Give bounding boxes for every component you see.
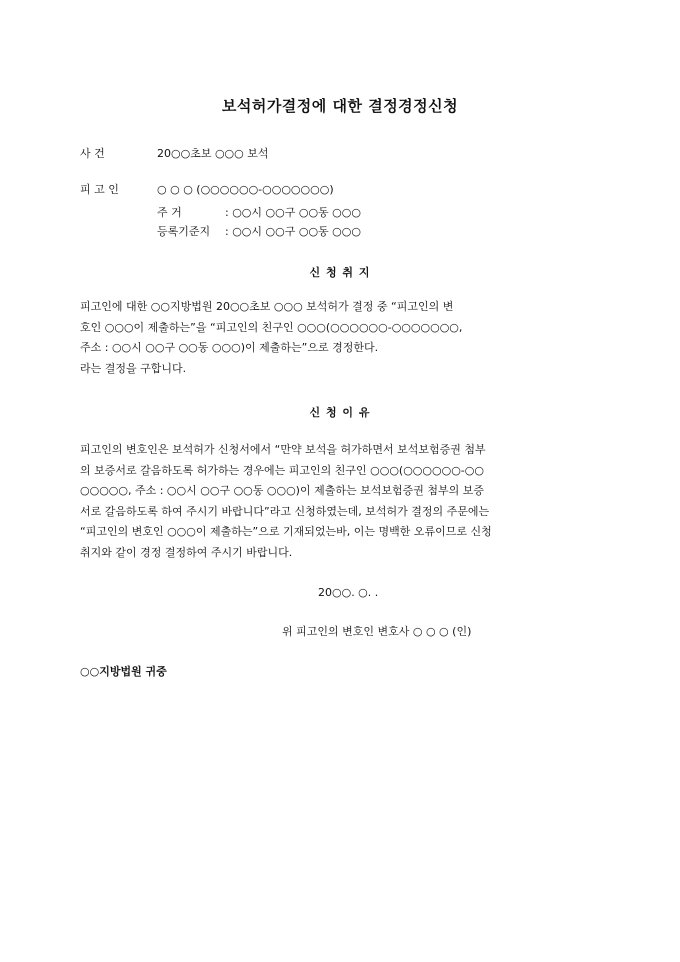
address-value: : ○○시 ○○구 ○○동 ○○○ [225, 206, 361, 219]
reason-line: 의 보증서로 갈음하도록 허가하는 경우에는 피고인의 친구인 ○○○(○○○○○○-○○ [80, 463, 484, 477]
reason-line: ○○○○○, 주소 : ○○시 ○○구 ○○동 ○○○)이 제출하는 보석보험증권 첨부의 보증 [80, 484, 484, 497]
address-label: 주 거 [157, 206, 182, 219]
registry-value: : ○○시 ○○구 ○○동 ○○○ [225, 225, 361, 238]
purpose-line: 라는 결정을 구합니다. [80, 361, 187, 375]
registry-label: 등록기준지 [157, 225, 211, 238]
defendant-name: ○ ○ ○ (○○○○○○-○○○○○○○) [157, 183, 334, 196]
signature-line: 위 피고인의 변호인 변호사 ○ ○ ○ (인) [282, 625, 472, 638]
court-addressee: ○○지방법원 귀중 [80, 665, 167, 678]
purpose-line: 피고인에 대한 ○○지방법원 20○○초보 ○○○ 보석허가 결정 중 “피고인의 변 [80, 300, 454, 313]
case-value: 20○○초보 ○○○ 보석 [157, 147, 269, 160]
purpose-line: 주소 : ○○시 ○○구 ○○동 ○○○)이 제출하는”으로 경정한다. [80, 341, 379, 354]
case-label: 사 건 [80, 147, 105, 160]
filing-date: 20○○. ○. . [318, 586, 379, 599]
purpose-line: 호인 ○○○이 제출하는”을 “피고인의 친구인 ○○○(○○○○○○-○○○○○○○, [80, 320, 463, 334]
purpose-paragraph [80, 297, 610, 379]
reason-heading: 신 청 이 유 [309, 406, 371, 419]
reason-line: 서로 갈음하도록 하여 주시기 바랍니다”라고 신청하였는데, 보석허가 결정의 주문에는 [80, 504, 490, 518]
purpose-heading: 신 청 취 지 [309, 266, 371, 279]
defendant-label: 피 고 인 [80, 183, 119, 196]
reason-line: 피고인의 변호인은 보석허가 신청서에서 “만약 보석을 허가하면서 보석보험증권 첨부 [80, 443, 486, 456]
reason-line: “피고인의 변호인 ○○○이 제출하는”으로 기재되었는바, 이는 명백한 오류이므로 신청 [80, 525, 492, 538]
reason-line: 취지와 같이 경정 결정하여 주시기 바랍니다. [80, 545, 293, 559]
document-title: 보석허가결정에 대한 결정경정신청 [221, 97, 459, 115]
reason-paragraph [80, 440, 610, 563]
